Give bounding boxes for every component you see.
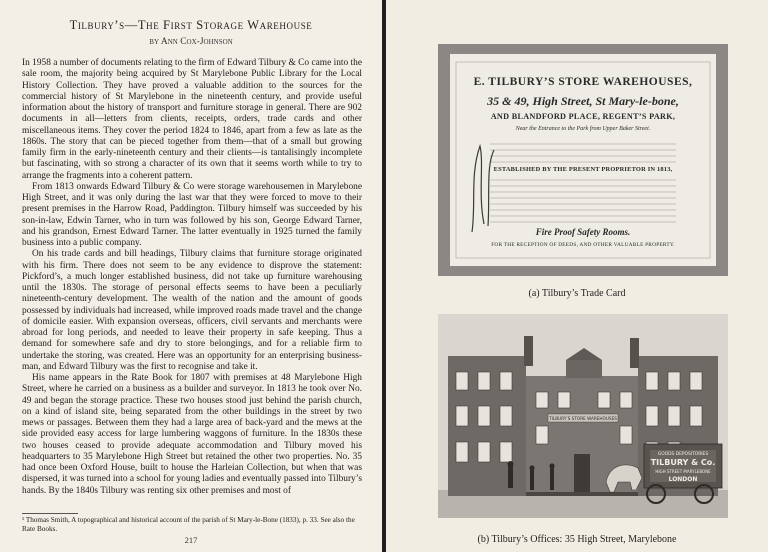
- van-text-4: LONDON: [668, 476, 698, 483]
- article-body: [22, 58, 362, 497]
- van-text-3: HIGH STREET MARYLEBONE: [655, 469, 711, 474]
- van-text-2: TILBURY & Co.: [650, 458, 716, 467]
- right-page: [386, 0, 768, 552]
- trade-card-plate: [438, 44, 728, 276]
- article-title: Tilbury’s—The First Storage Warehouse: [69, 18, 313, 32]
- card-line-6: Fire Proof Safety Rooms.: [535, 227, 631, 237]
- article-byline: by Ann Cox-Johnson: [149, 37, 233, 47]
- card-line-3: AND BLANDFORD PLACE, REGENT’S PARK,: [490, 112, 676, 121]
- left-page: [0, 0, 382, 552]
- footnote: ¹ Thomas Smith, A topographical and historical account of the parish of St Mary-le-Bone (1833), p. 33. See also the Rate Books.: [22, 516, 355, 533]
- card-line-4: Near the Entrance to the Park from Upper Baker Street.: [515, 126, 651, 132]
- paragraph-2: From 1813 onwards Edward Tilbury & Co were storage warehousemen in Marylebone High Street, and it was only during the last war that they were forced to move to their present premises in the Harrow Road, Paddington. Tilbury himself was succeeded by his son-in-law, Edwin Tarner, who in turn was followed by his son, George Edward Tarner, and his grandson, Ernest Edward Tarner. The latter eventually in 1925 turned the family business into a public company.: [22, 181, 362, 248]
- shop-sign-text: TILBURY’S STORE WAREHOUSES: [549, 416, 617, 421]
- offices-building-illustration: [438, 314, 728, 518]
- caption-trade-card: (a) Tilbury’s Trade Card: [528, 288, 626, 299]
- card-line-5: ESTABLISHED BY THE PRESENT PROPRIETOR IN 1813,: [493, 166, 673, 173]
- offices-photo-plate: [438, 314, 728, 518]
- paragraph-1: In 1958 a number of documents relating to the firm of Edward Tilbury & Co came into the sale room, the majority being acquired by St Marylebone Public Library for the Local History Collection. They have proved a valuable addition to the sources for the commercial history of St Marylebone in the nineteenth century, and provide useful information about the history of transport and furniture storage in general. There are 902 documents in all—letters from clients, receipts, orders, trade cards and other miscellaneous items. They cover the period 1824 to 1846, apart from a few as late as the 1860s. The story that can be pieced together from them—that of a small but growing family firm in the early-nineteenth century and their clients—is tantalisingly incomplete but fascinating, with so strong a character of its own that it seems worth while to try to arrange the fragments into a coherent pattern.: [22, 58, 362, 181]
- caption-offices: (b) Tilbury’s Offices: 35 High Street, Marylebone: [477, 534, 677, 545]
- card-line-2: 35 & 49, High Street, St Mary-le-bone,: [487, 94, 679, 108]
- van-text-1: GOODS DEPOSITORIES: [657, 452, 709, 457]
- footnote-rule: [22, 513, 78, 514]
- trade-card: [450, 54, 716, 266]
- page-number: 217: [184, 535, 198, 545]
- paragraph-3: On his trade cards and bill headings, Tilbury claims that furniture storage originated with his firm. There does not seem to be any evidence to disprove the statement: Pickford’s, a much longer established business, did not take up furniture warehousing until the 1830s. The storage of personal effects seems to have been a peculiarly nineteenth-century development. The wealth of the nation and the amount of goods possessed by individuals had increased, while improved roads made travel and the change of domicile easier. With expansion overseas, officers, civil servants and merchants were abroad for long periods, and needed to leave their property in safe keeping. Thus a demand for somewhere safe and dry to store belongings, and for a reliable firm to undertake the storing, was created. Here was an opportunity for an enterprising business-man, and Edward Tilbury was the first to recognise and take it.: [22, 249, 362, 372]
- card-line-7: FOR THE RECEPTION OF DEEDS, AND OTHER VALUABLE PROPERTY.: [491, 242, 675, 248]
- card-line-1: E. TILBURY’S STORE WAREHOUSES,: [473, 76, 693, 88]
- paragraph-4: His name appears in the Rate Book for 1807 with premises at 48 Marylebone High Street, where he carried on a business as a builder and surveyor. In 1813 he took over No. 49 and began the storage practice. These two houses stood just behind the parish church, on a kind of island site, being separated from the other buildings in the street by two mews or passages. Between them they had a large area of back-yard and the mews at the side provided easy access for large lumbering waggons of furniture. In the 1830s these two houses ceased to provide adequate accommodation and Tilbury moved his headquarters to 35 Marylebone High Street but retained the other two properties. No. 35 had once been Oxford House, built to house the Harleian Collection, but when that was dispersed, it was turned into a school for young ladies and eventually passed into Tilbury’s hands. By the 1840s Tilbury was renting six other premises and most of: [22, 373, 362, 496]
